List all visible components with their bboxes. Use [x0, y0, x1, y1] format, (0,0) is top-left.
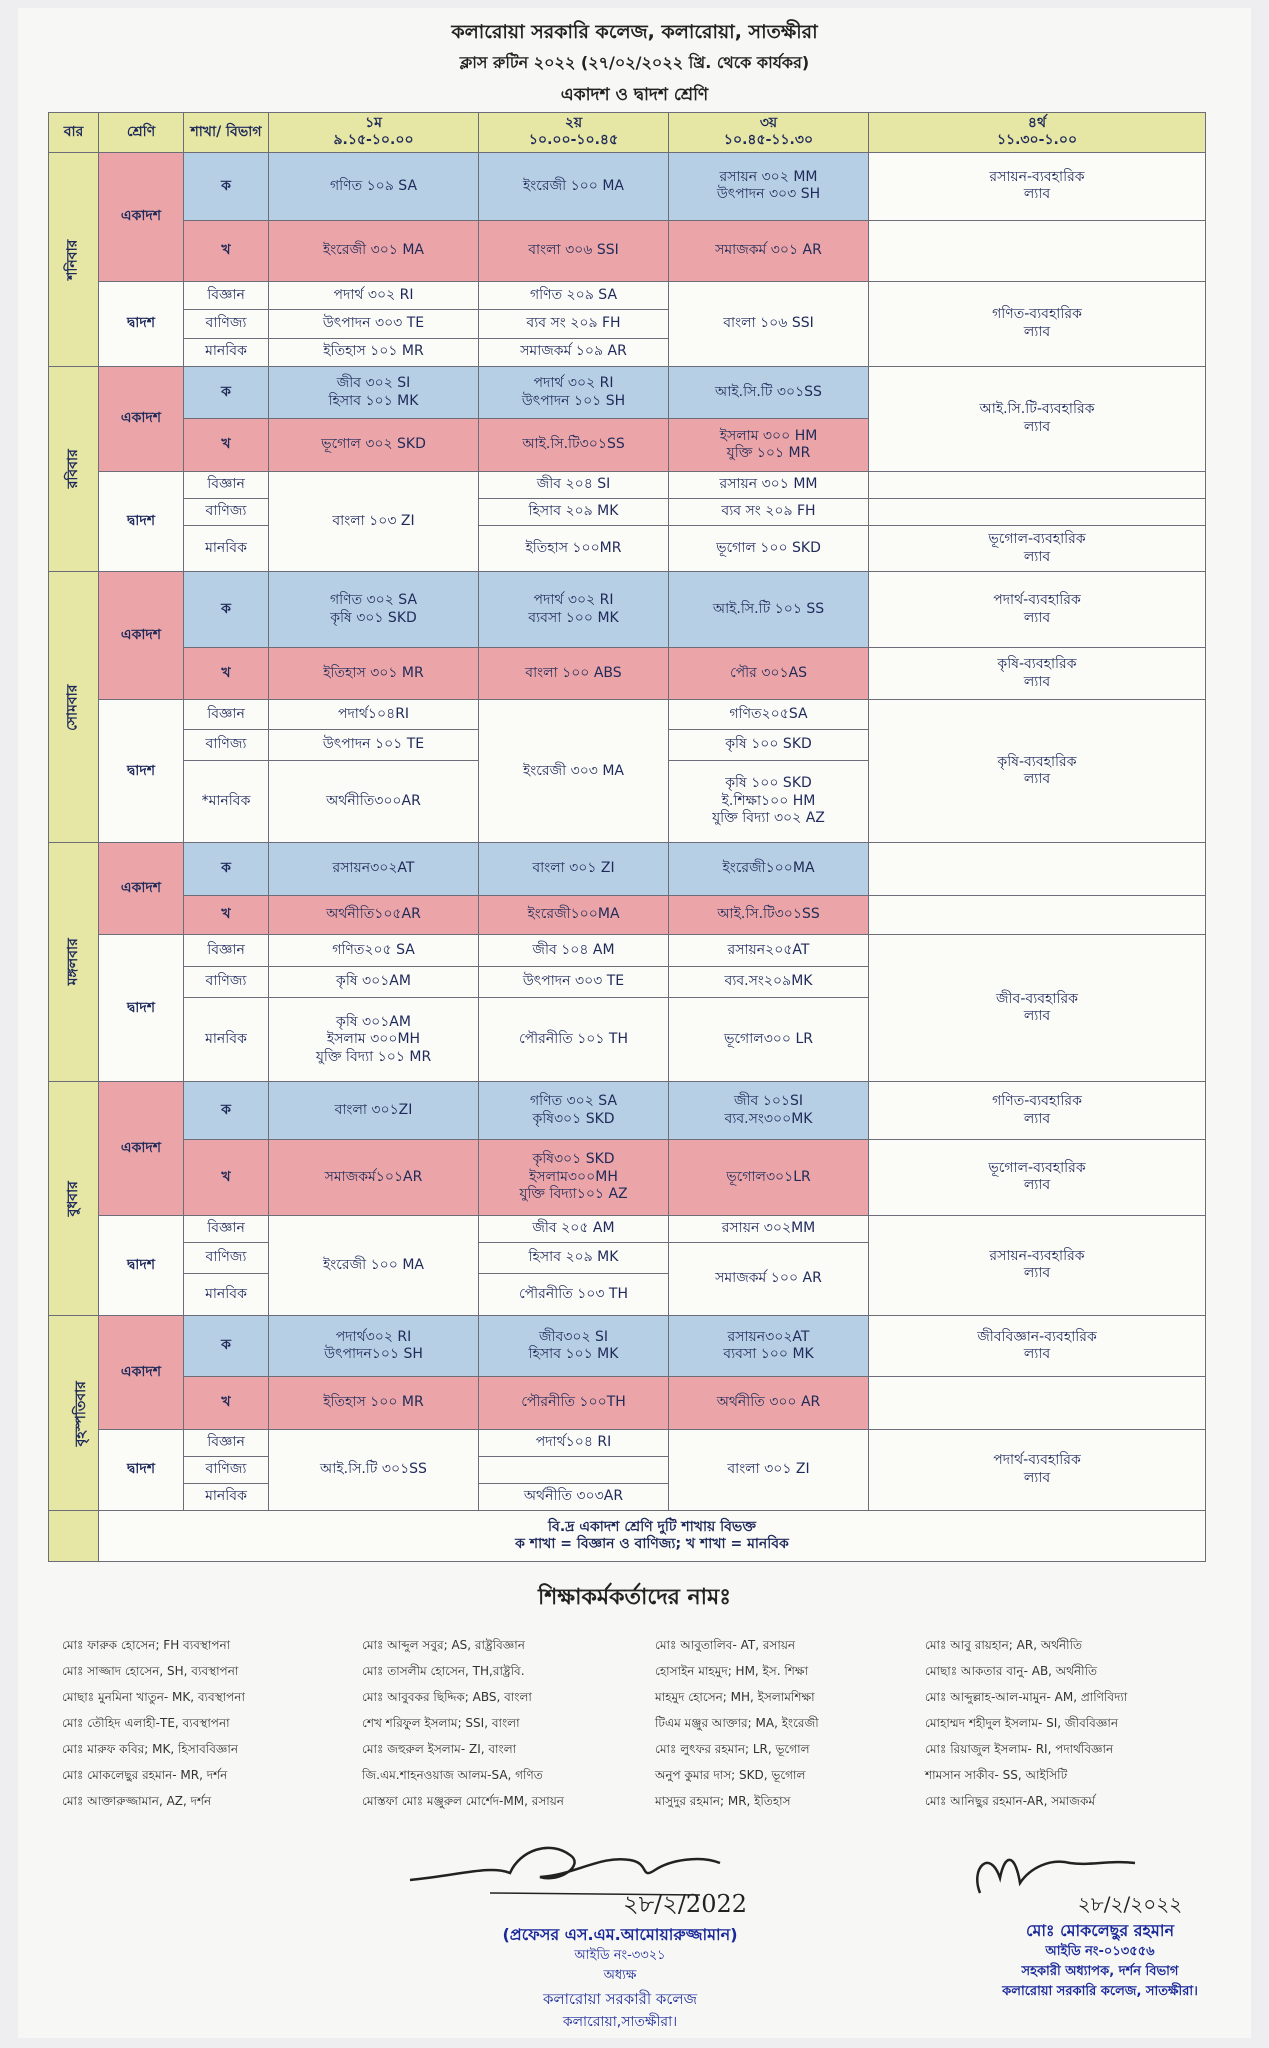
dept-commerce: বাণিজ্য	[184, 1456, 269, 1483]
empty-cell	[869, 895, 1206, 935]
lab-cell	[869, 572, 1206, 648]
section-ka: ক	[184, 572, 269, 648]
empty-cell	[869, 499, 1206, 526]
day-label: বুধবার	[64, 1181, 81, 1217]
cell	[269, 998, 479, 1082]
tue-sci-row	[49, 935, 1206, 966]
col-day: বার	[49, 113, 99, 153]
teachers-column-3	[655, 1632, 819, 1814]
cell: বাংলা ১০০ ABS	[479, 648, 669, 700]
routine-title: ক্লাস রুটিন ২০২২ (২৭/০২/২০২২ খ্রি. থেকে কার্যকর)	[459, 53, 810, 72]
cell-line: ইসলাম৩০০MH	[529, 1168, 618, 1185]
dept-commerce: বাণিজ্য	[184, 1242, 269, 1273]
lab-cell	[869, 526, 1206, 572]
lab-cell	[869, 648, 1206, 700]
cell: ভূগোল৩০১LR	[669, 1140, 869, 1216]
thu-sci-row	[49, 1429, 1206, 1456]
cell: উৎপাদন ৩০৩ TE	[479, 966, 669, 997]
cell	[669, 152, 869, 220]
teacher-entry: মোঃ আব্দুল সবুর; AS, রাষ্ট্রবিজ্ঞান	[362, 1638, 525, 1652]
cell: অর্থনীতি ৩০৩AR	[479, 1484, 669, 1511]
cell: ইতিহাস ১০০MR	[479, 526, 669, 572]
coordinator-signature-date: ২৮/২/২০২২	[1077, 1892, 1183, 1916]
lab-cell	[869, 1215, 1206, 1316]
cell	[669, 419, 869, 471]
cell-line: আই.সি.টি-ব্যবহারিক	[979, 401, 1095, 418]
cell: হিসাব ২০৯ MK	[479, 499, 669, 526]
day-label: শনিবার	[64, 239, 81, 280]
cell: আই.সি.টি ৩০১SS	[269, 1429, 479, 1511]
cell-line: ব্যব.সং৩০০MK	[724, 1110, 813, 1127]
day-label: রবিবার	[64, 449, 81, 489]
note-line-2: ক শাখা = বিজ্ঞান ও বাণিজ্য; খ শাখা = মানবিক	[515, 1536, 789, 1553]
thu-kha-row	[49, 1377, 1206, 1429]
cell-line: যুক্তি ১০১ MR	[726, 445, 811, 462]
dept-humanities: মানবিক	[184, 1484, 269, 1511]
teacher-entry: মোছাঃ মুনমিনা খাতুন- MK, ব্যবস্থাপনা	[62, 1690, 245, 1704]
class-twelve: দ্বাদশ	[99, 281, 184, 366]
cell-line: পদার্থ ৩০২ RI	[533, 592, 614, 609]
tue-ka-row	[49, 843, 1206, 895]
tue-kha-row	[49, 895, 1206, 935]
teacher-entry: টিএম মঞ্জুর আক্তার; MA, ইংরেজী	[655, 1716, 819, 1730]
dept-science: বিজ্ঞান	[184, 471, 269, 498]
day-label: সোমবার	[64, 684, 81, 731]
col-period-4	[869, 113, 1206, 153]
cell: ইংরেজী ১০০ MA	[479, 152, 669, 220]
col-class: শ্রেণি	[99, 113, 184, 153]
cell-line: যুক্তি বিদ্যা ১০১ MR	[315, 1048, 432, 1065]
cell	[269, 1316, 479, 1377]
cell-line: জীব৩০২ SI	[538, 1328, 609, 1345]
cell-line: কৃষি ১০০ SKD	[725, 775, 812, 792]
lab-cell	[869, 1082, 1206, 1140]
cell: বাংলা ৩০৬ SSI	[479, 221, 669, 282]
cell: অর্থনীতি ৩০০ AR	[669, 1377, 869, 1429]
cell: আই.সি.টি ১০১ SS	[669, 572, 869, 648]
cell: পৌর ৩০১AS	[669, 648, 869, 700]
dept-science: বিজ্ঞান	[184, 700, 269, 729]
cell-line: ল্যাব	[1023, 1469, 1051, 1486]
period-2-label: ২য়	[564, 114, 583, 131]
cell-line: জীববিজ্ঞান-ব্যবহারিক	[977, 1328, 1097, 1345]
dept-commerce: বাণিজ্য	[184, 966, 269, 997]
class-twelve: দ্বাদশ	[99, 1215, 184, 1316]
cell-line: গণিত ৩০২ SA	[329, 592, 418, 609]
teacher-entry: মাসুদুর রহমান; MR, ইতিহাস	[655, 1794, 791, 1808]
cell: গণিত ২০৯ SA	[479, 281, 669, 309]
dept-science: বিজ্ঞান	[184, 935, 269, 966]
coordinator-name: মোঃ মোকলেছুর রহমান	[1025, 1921, 1175, 1940]
class-eleven: একাদশ	[99, 366, 184, 471]
teacher-entry: মোঃ আবুবকর ছিদ্দিক; ABS, বাংলা	[362, 1690, 532, 1704]
mon-ka-row	[49, 572, 1206, 648]
period-2-time: ১০.০০-১০.৪৫	[528, 132, 619, 149]
cell	[479, 1082, 669, 1140]
cell-line: ইসলাম ৩০০ HM	[719, 427, 818, 444]
note-cell	[99, 1511, 1206, 1562]
section-ka: ক	[184, 366, 269, 418]
dept-humanities: মানবিক	[184, 526, 269, 572]
cell: ব্যব সং ২০৯ FH	[669, 499, 869, 526]
cell: আই.সি.টি৩০১SS	[479, 419, 669, 471]
thu-ka-row	[49, 1316, 1206, 1377]
cell-line: রসায়ন৩০২AT	[727, 1328, 810, 1345]
class-twelve: দ্বাদশ	[99, 471, 184, 572]
period-3-time: ১০.৪৫-১১.৩০	[723, 132, 814, 149]
note-line-1: বি.দ্র একাদশ শ্রেণি দুটি শাখায় বিভক্ত	[548, 1518, 756, 1535]
note-row	[49, 1511, 1206, 1562]
cell	[479, 572, 669, 648]
dept-science: বিজ্ঞান	[184, 281, 269, 309]
cell-line: কৃষি-ব্যবহারিক	[997, 656, 1077, 673]
cell-line: জীব-ব্যবহারিক	[996, 990, 1078, 1007]
cell-line: কৃষি৩০১ SKD	[532, 1110, 615, 1127]
cell: ভূগোল ১০০ SKD	[669, 526, 869, 572]
section-kha: খ	[184, 895, 269, 935]
teacher-entry: মোঃ আক্তারুজ্জামান, AZ, দর্শন	[62, 1794, 212, 1808]
teacher-entry: শামসান সাকীব- SS, আইসিটি	[925, 1768, 1068, 1782]
teacher-entry: মোঃ আবু রায়হান; AR, অর্থনীতি	[925, 1638, 1083, 1652]
principal-name: (প্রফেসর এস.এম.আমোয়ারুজ্জামান)	[502, 1925, 738, 1944]
cell-line: পদার্থ-ব্যবহারিক	[993, 592, 1081, 609]
cell: বাংলা ১০৬ SSI	[669, 281, 869, 366]
cell-line: যুক্তি বিদ্যা ৩০২ AZ	[712, 810, 825, 827]
cell: কৃষি ৩০১AM	[269, 966, 479, 997]
cell: উৎপাদন ৩০৩ TE	[269, 310, 479, 338]
section-ka: ক	[184, 152, 269, 220]
sat-sci-row	[49, 281, 1206, 309]
teacher-entry: মোহাম্মদ শহীদুল ইসলাম- SI, জীববিজ্ঞান	[925, 1716, 1118, 1730]
class-eleven: একাদশ	[99, 572, 184, 700]
mon-kha-row	[49, 648, 1206, 700]
cell-line: ল্যাব	[1023, 609, 1051, 626]
lab-cell	[869, 1316, 1206, 1377]
cell-line: ভূগোল-ব্যবহারিক	[988, 1159, 1086, 1176]
teacher-entry: মোঃ আব্দুল্লাহ-আল-মামুন- AM, প্রাণিবিদ্যা	[925, 1690, 1128, 1704]
section-ka: ক	[184, 1082, 269, 1140]
day-saturday	[49, 152, 99, 366]
teacher-entry: হোসাইন মাহমুদ; HM, ইস. শিক্ষা	[655, 1664, 809, 1678]
teacher-entry: মোঃ জহুরুল ইসলাম- ZI, বাংলা	[362, 1742, 517, 1756]
routine-table	[48, 112, 1206, 1562]
cell-line: রসায়ন ৩০২ MM	[719, 168, 818, 185]
cell: ভূগোল ৩০২ SKD	[269, 419, 479, 471]
section-kha: খ	[184, 419, 269, 471]
cell-line: ল্যাব	[1023, 548, 1051, 565]
sun-hum-row	[49, 526, 1206, 572]
teacher-entry: শেখ শরিফুল ইসলাম; SSI, বাংলা	[362, 1716, 520, 1730]
teacher-entry: মোঃ মারুফ কবির; MK, হিসাববিজ্ঞান	[62, 1742, 239, 1756]
teacher-entry: মোঃ সাজ্জাদ হোসেন, SH, ব্যবস্থাপনা	[62, 1664, 239, 1678]
cell	[479, 1140, 669, 1216]
cell: উৎপাদন ১০১ TE	[269, 729, 479, 760]
cell: ইংরেজী ১০০ MA	[269, 1215, 479, 1316]
teachers-title: শিক্ষাকর্মকর্তাদের নামঃ	[537, 1585, 731, 1610]
cell-line: পদার্থ৩০২ RI	[335, 1328, 412, 1345]
cell: রসায়ন৩০২AT	[269, 843, 479, 895]
dept-commerce: বাণিজ্য	[184, 499, 269, 526]
sun-com-row	[49, 499, 1206, 526]
cell-line: রসায়ন-ব্যবহারিক	[989, 168, 1085, 185]
college-name: কলারোয়া সরকারি কলেজ, কলারোয়া, সাতক্ষীরা	[451, 21, 818, 43]
empty-cell	[869, 843, 1206, 895]
dept-humanities: মানবিক	[184, 338, 269, 366]
cell: পদার্থ ৩০২ RI	[269, 281, 479, 309]
teacher-entry: মোঃ মোকলেছুর রহমান- MR, দর্শন	[62, 1768, 228, 1782]
cell: পৌরনীতি ১০৩ TH	[479, 1274, 669, 1316]
cell: সমাজকর্ম ১০০ AR	[669, 1242, 869, 1315]
cell: অর্থনীতি৩০০AR	[269, 761, 479, 843]
coordinator-title: সহকারী অধ্যাপক, দর্শন বিভাগ	[1021, 1964, 1179, 1979]
col-period-1	[269, 113, 479, 153]
cell: ইতিহাস ১০১ MR	[269, 338, 479, 366]
cell-line: কৃষি৩০১ SKD	[532, 1151, 615, 1168]
teacher-entry: মাহমুদ হোসেন; MH, ইসলামশিক্ষা	[655, 1690, 815, 1704]
cell: কৃষি ১০০ SKD	[669, 729, 869, 760]
principal-signature-date: ২৮/২/2022	[622, 1890, 748, 1918]
cell-line: ল্যাব	[1023, 1346, 1051, 1363]
cell: ইংরেজী১০০MA	[669, 843, 869, 895]
cell-line: ল্যাব	[1023, 1110, 1051, 1127]
teacher-entry: মোঃ রিয়াজুল ইসলাম- RI, পদার্থবিজ্ঞান	[925, 1742, 1114, 1756]
cell	[669, 1316, 869, 1377]
cell: বাংলা ৩০১ ZI	[479, 843, 669, 895]
header-row	[49, 113, 1206, 153]
cell: ইতিহাস ৩০১ MR	[269, 648, 479, 700]
dept-humanities: মানবিক	[184, 1274, 269, 1316]
col-period-2	[479, 113, 669, 153]
cell: অর্থনীতি১০৫AR	[269, 895, 479, 935]
cell: গণিত ১০৯ SA	[269, 152, 479, 220]
col-period-3	[669, 113, 869, 153]
period-1-label: ১ম	[365, 114, 382, 131]
cell	[669, 761, 869, 843]
cell-line: ভূগোল-ব্যবহারিক	[988, 531, 1086, 548]
cell: ভূগোল৩০০ LR	[669, 998, 869, 1082]
cell-line: ল্যাব	[1023, 771, 1051, 788]
lab-cell	[869, 366, 1206, 471]
cell: রসায়ন ৩০১ MM	[669, 471, 869, 498]
cell: সমাজকর্ম১০১AR	[269, 1140, 479, 1216]
cell-line: গণিত-ব্যবহারিক	[992, 1093, 1082, 1110]
principal-institution-location: কলারোয়া,সাতক্ষীরা।	[562, 2014, 678, 2030]
cell: হিসাব ২০৯ MK	[479, 1242, 669, 1273]
teacher-entry: অনুপ কুমার দাস; SKD, ভূগোল	[655, 1768, 806, 1782]
cell: পৌরনীতি ১০০TH	[479, 1377, 669, 1429]
section-ka: ক	[184, 1316, 269, 1377]
cell: পদার্থ১০৪RI	[269, 700, 479, 729]
cell-line: কৃষি-ব্যবহারিক	[997, 753, 1077, 770]
class-twelve: দ্বাদশ	[99, 1429, 184, 1511]
cell-line: গণিত ৩০২ SA	[529, 1093, 618, 1110]
principal-institution: কলারোয়া সরকারী কলেজ	[542, 1990, 698, 2008]
teachers-column-1	[62, 1632, 245, 1814]
section-ka: ক	[184, 843, 269, 895]
mon-sci-row	[49, 700, 1206, 729]
col-dept: শাখা/ বিভাগ	[184, 113, 269, 153]
period-4-time: ১১.৩০-১.০০	[996, 132, 1078, 149]
wed-sci-row	[49, 1215, 1206, 1242]
class-eleven: একাদশ	[99, 152, 184, 281]
cell: গণিত২০৫SA	[669, 700, 869, 729]
dept-science: বিজ্ঞান	[184, 1429, 269, 1456]
section-kha: খ	[184, 1140, 269, 1216]
empty-cell	[869, 1377, 1206, 1429]
cell-line: উৎপাদন১০১ SH	[324, 1346, 423, 1363]
dept-humanities: *মানবিক	[184, 761, 269, 843]
day-thursday	[49, 1316, 99, 1511]
cell	[479, 1316, 669, 1377]
cell: ইতিহাস ১০০ MR	[269, 1377, 479, 1429]
cell: সমাজকর্ম ১০৯ AR	[479, 338, 669, 366]
cell-line: রসায়ন-ব্যবহারিক	[989, 1247, 1085, 1264]
dept-science: বিজ্ঞান	[184, 1215, 269, 1242]
class-eleven: একাদশ	[99, 1316, 184, 1429]
coordinator-institution: কলারোয়া সরকারি কলেজ, সাতক্ষীরা।	[1002, 1984, 1198, 1999]
cell-line: ল্যাব	[1023, 323, 1051, 340]
cell: রসায়ন২০৫AT	[669, 935, 869, 966]
cell-line: পদার্থ-ব্যবহারিক	[993, 1452, 1081, 1469]
teacher-entry: মোছাঃ আকতার বানু- AB, অর্থনীতি	[925, 1664, 1098, 1678]
class-eleven: একাদশ	[99, 1082, 184, 1215]
cell-line: হিসাব ১০১ MK	[528, 1346, 619, 1363]
principal-id: আইডি নং-৩৩২১	[574, 1948, 666, 1963]
cell: পদার্থ১০৪ RI	[479, 1429, 669, 1456]
teacher-entry: মোস্তফা মোঃ মঞ্জুরুল মোর্শেদ-MM, রসায়ন	[362, 1794, 564, 1808]
cell	[269, 366, 479, 418]
cell: আই.সি.টি৩০১SS	[669, 895, 869, 935]
cell: জীব ২০৫ AM	[479, 1215, 669, 1242]
teacher-entry: মোঃ আনিছুর রহমান-AR, সমাজকর্ম	[925, 1794, 1096, 1808]
cell-line: কৃষি ৩০১ SKD	[330, 609, 417, 626]
cell	[669, 1082, 869, 1140]
principal-title: অধ্যক্ষ	[603, 1968, 637, 1983]
teachers-column-4	[925, 1632, 1127, 1814]
section-kha: খ	[184, 221, 269, 282]
classes-title: একাদশ ও দ্বাদশ শ্রেণি	[560, 85, 709, 105]
day-sunday	[49, 366, 99, 572]
dept-commerce: বাণিজ্য	[184, 729, 269, 760]
cell: ইংরেজী ৩০১ MA	[269, 221, 479, 282]
cell-line: কৃষি ৩০১AM	[336, 1013, 411, 1030]
cell: রসায়ন ৩০২MM	[669, 1215, 869, 1242]
cell-line: ল্যাব	[1023, 1008, 1051, 1025]
wed-ka-row	[49, 1082, 1206, 1140]
empty-cell	[869, 471, 1206, 498]
cell-line: পদার্থ ৩০২ RI	[533, 375, 614, 392]
day-label: বৃহস্পতিবার	[72, 1380, 89, 1446]
period-3-label: ৩য়	[759, 114, 778, 131]
cell-line: ল্যাব	[1023, 1177, 1051, 1194]
wed-kha-row	[49, 1140, 1206, 1216]
cell-line: ল্যাব	[1023, 186, 1051, 203]
cell-line: ল্যাব	[1023, 418, 1051, 435]
cell	[269, 572, 479, 648]
lab-cell	[869, 152, 1206, 220]
cell-line: জীব ৩০২ SI	[336, 375, 411, 392]
cell-line: ব্যবসা ১০০ MK	[723, 1346, 814, 1363]
cell: জীব ২০৪ SI	[479, 471, 669, 498]
lab-cell	[869, 935, 1206, 1082]
cell-line: হিসাব ১০১ MK	[328, 392, 419, 409]
cell: আই.সি.টি ৩০১SS	[669, 366, 869, 418]
teacher-entry: মোঃ তাসলীম হোসেন, TH,রাষ্ট্রবি.	[362, 1664, 525, 1678]
day-label: মঙ্গলবার	[64, 938, 81, 986]
period-1-time: ৯.১৫-১০.০০	[333, 132, 414, 149]
day-tuesday	[49, 843, 99, 1082]
cell-line: যুক্তি বিদ্যা১০১ AZ	[519, 1186, 628, 1203]
empty-cell	[479, 1456, 669, 1483]
cell: ব্যব সং ২০৯ FH	[479, 310, 669, 338]
teachers-column-2	[362, 1632, 564, 1814]
cell: ব্যব.সং২০৯MK	[669, 966, 869, 997]
cell-line: ল্যাব	[1023, 1265, 1051, 1282]
cell-line: উৎপাদন ১০১ SH	[521, 392, 626, 409]
cell: গণিত২০৫ SA	[269, 935, 479, 966]
empty-cell	[869, 221, 1206, 282]
sat-ka-row	[49, 152, 1206, 220]
section-kha: খ	[184, 648, 269, 700]
teacher-entry: মোঃ ফারুক হোসেন; FH ব্যবস্থাপনা	[62, 1638, 231, 1652]
teacher-entry: মোঃ আবুতালিব- AT, রসায়ন	[655, 1638, 796, 1652]
cell: জীব ১০৪ AM	[479, 935, 669, 966]
cell-line: জীব ১০১SI	[733, 1093, 804, 1110]
cell: ইংরেজী১০০MA	[479, 895, 669, 935]
cell-line: উৎপাদন ৩০৩ SH	[716, 186, 821, 203]
period-4-label: ৪র্থ	[1027, 114, 1047, 131]
section-kha: খ	[184, 1377, 269, 1429]
lab-cell	[869, 1429, 1206, 1511]
cell: সমাজকর্ম ৩০১ AR	[669, 221, 869, 282]
class-twelve: দ্বাদশ	[99, 700, 184, 843]
class-twelve: দ্বাদশ	[99, 935, 184, 1082]
teacher-entry: জি.এম.শাহনওয়াজ আলম-SA, গণিত	[362, 1768, 543, 1782]
cell	[479, 366, 669, 418]
cell-line: ব্যবসা ১০০ MK	[528, 609, 619, 626]
class-eleven: একাদশ	[99, 843, 184, 935]
lab-cell	[869, 281, 1206, 366]
cell-line: ল্যাব	[1023, 673, 1051, 690]
sat-kha-row	[49, 221, 1206, 282]
dept-humanities: মানবিক	[184, 998, 269, 1082]
dept-commerce: বাণিজ্য	[184, 310, 269, 338]
cell-line: ইসলাম ৩০০MH	[326, 1031, 421, 1048]
sun-ka-row	[49, 366, 1206, 418]
note-day-blank	[49, 1511, 99, 1562]
cell: বাংলা ৩০১ZI	[269, 1082, 479, 1140]
coordinator-id: আইডি নং-০১৩৫৫৬	[1045, 1944, 1155, 1959]
cell-line: গণিত-ব্যবহারিক	[992, 306, 1082, 323]
lab-cell	[869, 1140, 1206, 1216]
day-wednesday	[49, 1082, 99, 1316]
day-monday	[49, 572, 99, 843]
cell: বাংলা ৩০১ ZI	[669, 1429, 869, 1511]
teacher-entry: মোঃ তৌহিদ এলাহী-TE, ব্যবস্থাপনা	[62, 1716, 230, 1730]
cell: ইংরেজী ৩০৩ MA	[479, 700, 669, 843]
cell: পৌরনীতি ১০১ TH	[479, 998, 669, 1082]
lab-cell	[869, 700, 1206, 843]
cell-line: ই.শিক্ষা১০০ HM	[721, 792, 816, 809]
cell: বাংলা ১০৩ ZI	[269, 471, 479, 572]
teacher-entry: মোঃ লুৎফর রহমান; LR, ভূগোল	[655, 1742, 810, 1756]
sun-sci-row	[49, 471, 1206, 498]
